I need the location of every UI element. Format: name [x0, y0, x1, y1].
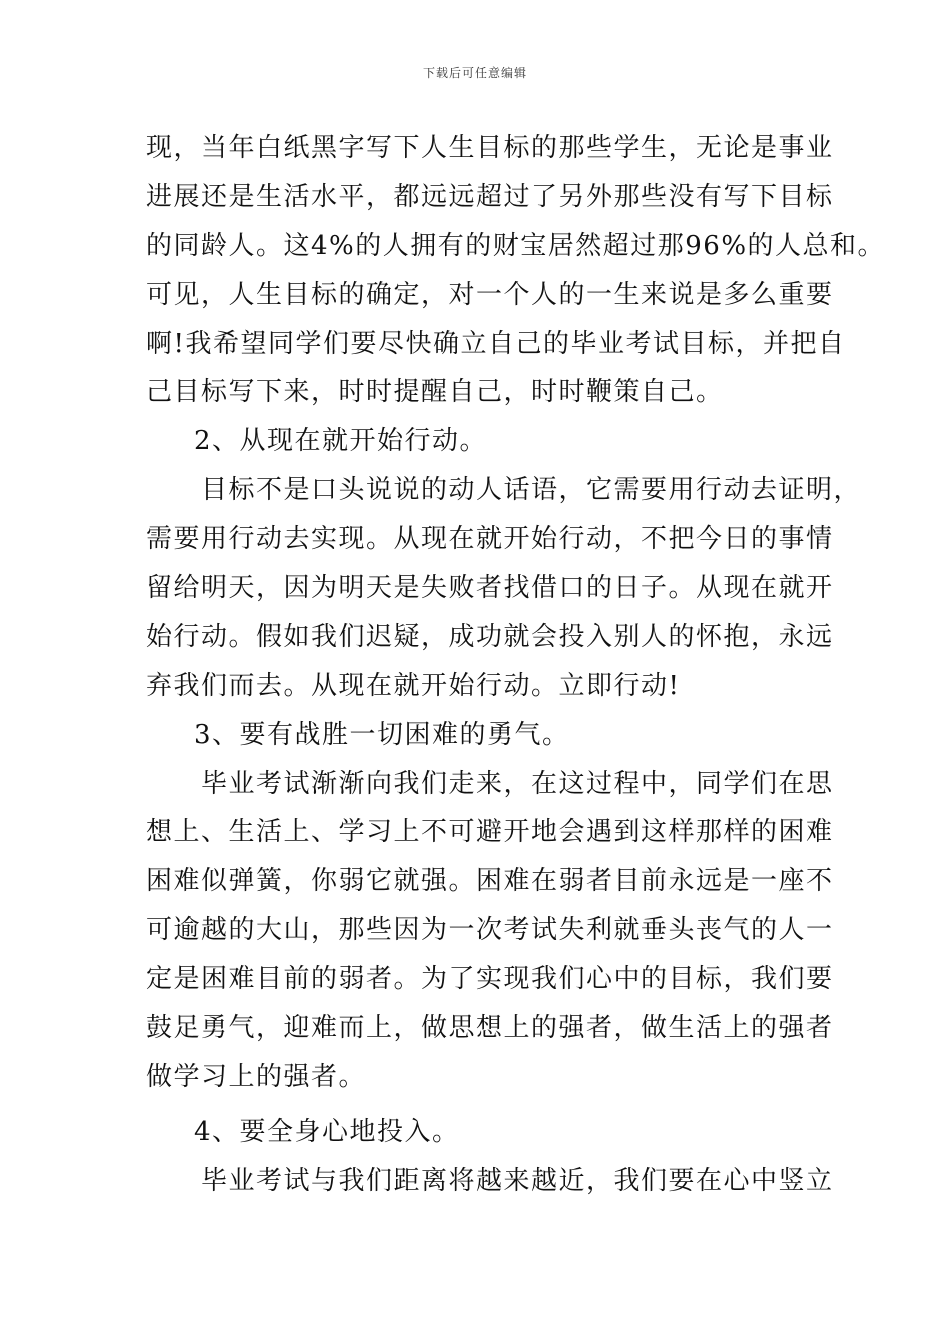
body-line: 进展还是生活水平，都远远超过了另外那些没有写下目标: [146, 181, 834, 212]
body-line: 的同龄人。这4%的人拥有的财宝居然超过那96%的人总和。: [146, 230, 886, 261]
body-line: 毕业考试与我们距离将越来越近，我们要在心中竖立: [201, 1165, 834, 1196]
body-line: 定是困难目前的弱者。为了实现我们心中的目标，我们要: [146, 964, 834, 995]
body-line: 毕业考试渐渐向我们走来，在这过程中，同学们在思: [201, 768, 834, 799]
body-line: 需要用行动去实现。从现在就开始行动，不把今日的事情: [146, 524, 834, 555]
body-line: 做学习上的强者。: [146, 1061, 367, 1092]
body-line: 留给明天，因为明天是失败者找借口的日子。从现在就开: [146, 573, 834, 604]
body-line: 可见，人生目标的确定，对一个人的一生来说是多么重要: [146, 279, 834, 310]
page-header: 下载后可任意编辑: [422, 66, 527, 80]
body-line: 啊!我希望同学们要尽快确立自己的毕业考试目标，并把自: [146, 328, 846, 359]
section-heading-2: 2、从现在就开始行动。: [194, 426, 488, 457]
body-line: 困难似弹簧，你弱它就强。困难在弱者目前永远是一座不: [146, 866, 834, 897]
body-line: 目标不是口头说说的动人话语，它需要用行动去证明，: [201, 475, 862, 506]
body-line: 现，当年白纸黑字写下人生目标的那些学生，无论是事业: [146, 133, 834, 163]
section-heading-3: 3、要有战胜一切困难的勇气。: [194, 719, 570, 750]
body-line: 想上、生活上、学习上不可避开地会遇到这样那样的困难: [146, 817, 834, 848]
body-line: 鼓足勇气，迎难而上，做思想上的强者，做生活上的强者: [146, 1013, 834, 1044]
body-line: 弃我们而去。从现在就开始行动。立即行动!: [146, 670, 681, 701]
body-line: 始行动。假如我们迟疑，成功就会投入别人的怀抱，永远: [146, 621, 834, 652]
section-heading-4: 4、要全身心地投入。: [194, 1116, 460, 1147]
body-line: 己目标写下来，时时提醒自己，时时鞭策自己。: [146, 377, 724, 408]
document-body: [146, 124, 886, 1206]
body-line: 可逾越的大山，那些因为一次考试失利就垂头丧气的人一: [146, 915, 834, 946]
